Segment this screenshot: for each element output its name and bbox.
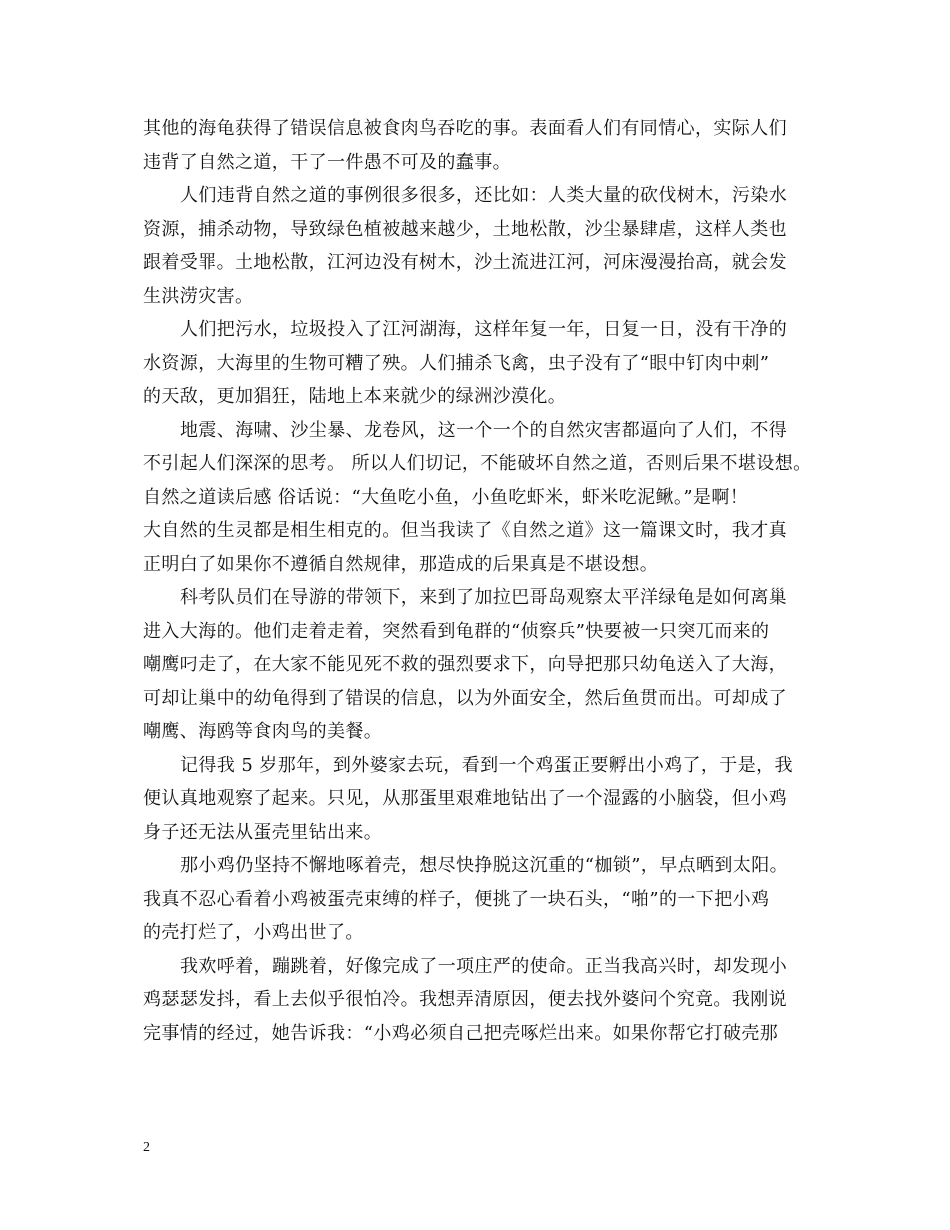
text-line: 的壳打烂了，小鸡出世了。 (143, 922, 364, 943)
text-line: 人们违背自然之道的事例很多很多，还比如：人类大量的砍伐树木，污染水 (180, 185, 788, 206)
text-line: 违背了自然之道，干了一件愚不可及的蠢事。 (143, 151, 511, 173)
body-text (143, 112, 811, 1050)
text-line: 人们把污水，垃圾投入了江河湖海，这样年复一年，日复一日，没有干净的 (180, 319, 788, 340)
text-line: 正明白了如果你不遵循自然规律，那造成的后果真是不堪设想。 (143, 553, 659, 575)
text-line: 大自然的生灵都是相生相克的。但当我读了《自然之道》这一篇课文时，我才真 (143, 520, 787, 541)
text-line: 我真不忍心看着小鸡被蛋壳束缚的样子，便挑了一块石头，“啪”的一下把小鸡 (143, 888, 770, 910)
text-line: 跟着受罪。土地松散，江河边没有树木，沙土流进江河，河床漫漫抬高，就会发 (143, 252, 787, 273)
text-line: 嘲鹰叼走了，在大家不能见死不救的强烈要求下，向导把那只幼龟送入了大海， (143, 654, 787, 675)
text-line: 进入大海的。他们走着走着，突然看到龟群的“侦察兵”快要被一只突兀而来的 (143, 620, 770, 642)
text-line: 不引起人们深深的思考。 所以人们切记，不能破坏自然之道，否则后果不堪设想。 (143, 453, 812, 474)
text-line: 嘲鹰、海鸥等食肉鸟的美餐。 (143, 721, 383, 742)
text-line: 完事情的经过，她告诉我：“小鸡必须自己把壳啄烂出来。如果你帮它打破壳那 (143, 1022, 779, 1044)
text-line: 身子还无法从蛋壳里钻出来。 (143, 821, 383, 843)
text-line: 地震、海啸、沙尘暴、龙卷风，这一个一个的自然灾害都逼向了人们，不得 (180, 419, 788, 441)
text-line: 的天敌，更加猖狂，陆地上本来就少的绿洲沙漠化。 (143, 386, 567, 407)
text-line: 其他的海龟获得了错误信息被食肉鸟吞吃的事。表面看人们有同情心，实际人们 (143, 118, 787, 139)
text-line: 科考队员们在导游的带领下，来到了加拉巴哥岛观察太平洋绿龟是如何离巢 (180, 587, 788, 608)
text-line: 我欢呼着，蹦跳着，好像完成了一项庄严的使命。正当我高兴时，却发现小 (180, 955, 788, 977)
text-line: 可却让巢中的幼龟得到了错误的信息，以为外面安全，然后鱼贯而出。可却成了 (143, 687, 787, 709)
page-number: 2 (143, 1140, 150, 1155)
text-line: 记得我 5 岁那年，到外婆家去玩，看到一个鸡蛋正要孵出小鸡了，于是，我 (180, 754, 793, 776)
text-line: 生洪涝灾害。 (143, 285, 254, 307)
text-line: 鸡瑟瑟发抖，看上去似乎很怕冷。我想弄清原因，便去找外婆问个究竟。我刚说 (143, 989, 787, 1010)
text-line: 便认真地观察了起来。只见，从那蛋里艰难地钻出了一个湿露的小脑袋，但小鸡 (143, 788, 787, 809)
text-line: 资源，捕杀动物，导致绿色植被越来越少，土地松散，沙尘暴肆虐，这样人类也 (143, 218, 787, 240)
text-line: 那小鸡仍坚持不懈地啄着壳，想尽快挣脱这沉重的“枷锁”，早点晒到太阳。 (180, 855, 789, 876)
text-line: 自然之道读后感 俗话说：“大鱼吃小鱼，小鱼吃虾米，虾米吃泥鳅。”是啊！ (143, 486, 749, 508)
text-line: 水资源，大海里的生物可糟了殃。人们捕杀飞禽，虫子没有了“眼中钉肉中刺” (143, 352, 770, 374)
